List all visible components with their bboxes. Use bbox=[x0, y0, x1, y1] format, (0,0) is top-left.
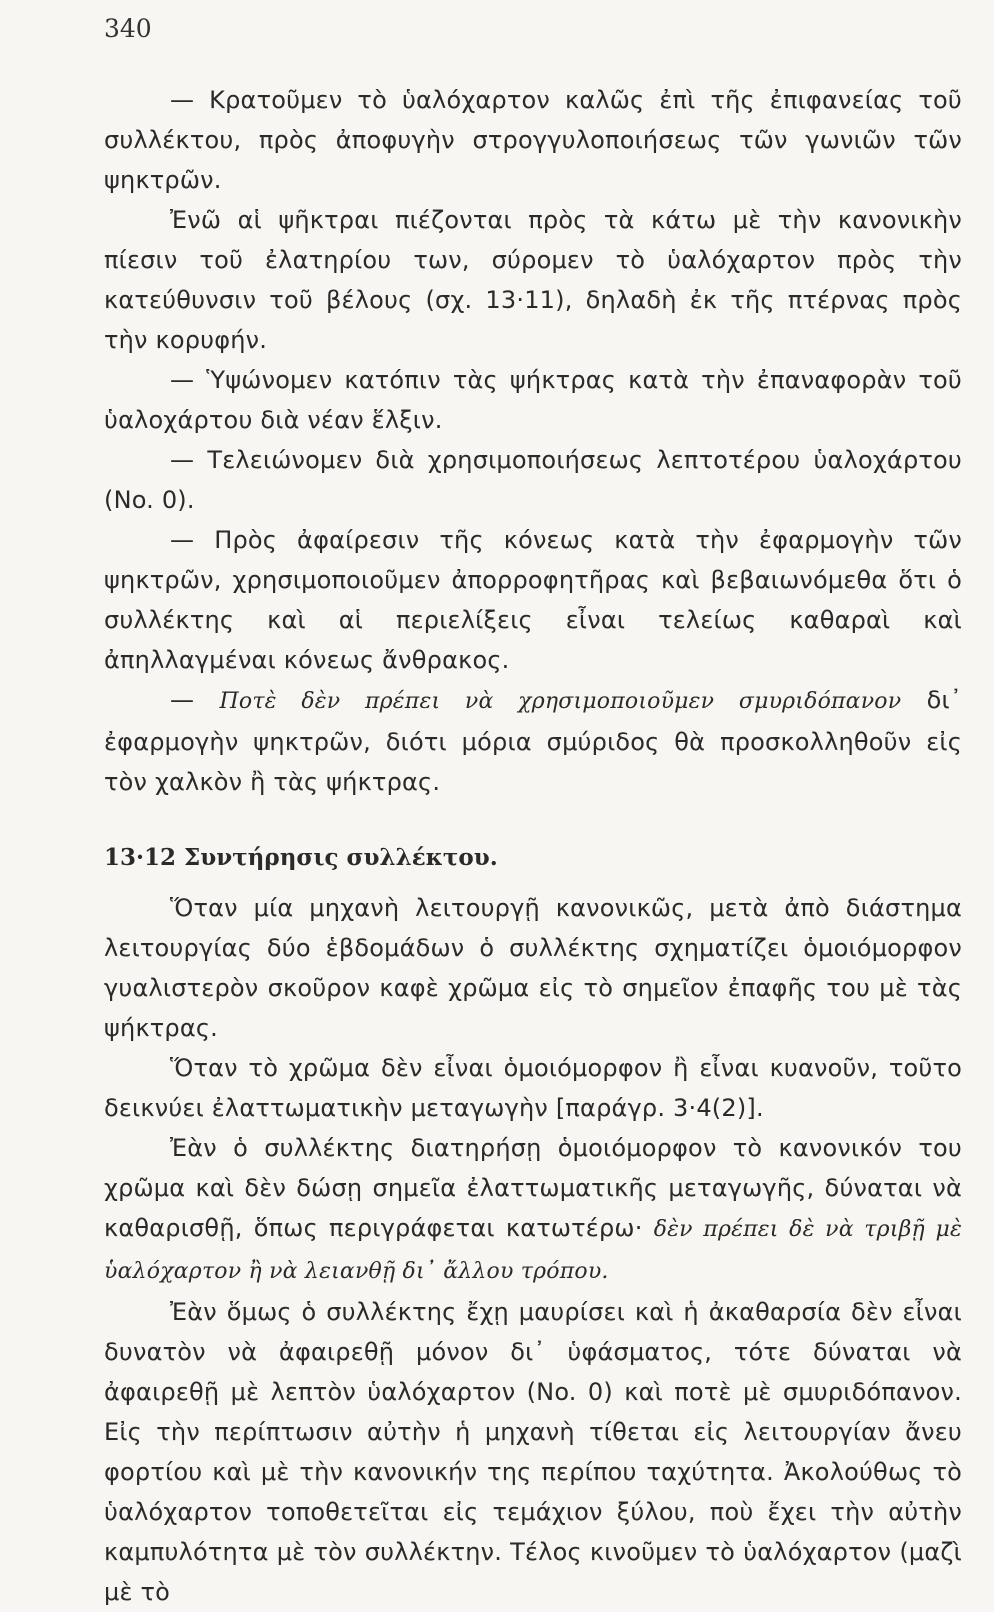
paragraph-warning bbox=[104, 680, 962, 802]
cleaning-text: Ἐὰν ὁ συλλέκτης διατηρήσῃ ὁμοιόμορφον τὸ κανονικόν του χρῶμα καὶ δὲν δώσῃ σημεῖα ἐλαττωματικῆς μεταγωγῆς, δύναται νὰ καθαρισθῇ, ὅπως περιγράφεται κατωτέρω· bbox=[104, 1134, 962, 1242]
paragraph-press-brushes: Ἐνῶ αἱ ψῆκτραι πιέζονται πρὸς τὰ κάτω μὲ τὴν κανονικὴν πίεσιν τοῦ ἐλατηρίου των, σύρομεν τὸ ὑαλόχαρτον πρὸς τὴν κατεύθυνσιν τοῦ βέλους (σχ. 13·11), δηλαδὴ ἐκ τῆς πτέρνας πρὸς τὴν κορυφήν. bbox=[104, 206, 962, 354]
page-number: 340 bbox=[104, 14, 152, 43]
paragraph-lift-brushes: — Ὑψώνομεν κατόπιν τὰς ψήκτρας κατὰ τὴν ἐπαναφορὰν τοῦ ὑαλοχάρτου διὰ νέαν ἕλξιν. bbox=[104, 366, 962, 434]
warning-rest: δι᾽ ἐφαρμογὴν ψηκτρῶν, διότι μόρια σμύριδος θὰ προσκολληθοῦν εἰς τὸν χαλκὸν ἢ τὰς ψήκτρας. bbox=[104, 686, 963, 796]
paragraph-finish-fine-paper: — Τελειώνομεν διὰ χρησιμοποιήσεως λεπτοτέρου ὑαλοχάρτου (No. 0). bbox=[104, 446, 962, 514]
paragraph-blackened: Ἐὰν ὅμως ὁ συλλέκτης ἔχῃ μαυρίσει καὶ ἡ ἀκαθαρσία δὲν εἶναι δυνατὸν νὰ ἀφαιρεθῇ μόνον δι᾽ ὑφάσματος, τότε δύναται νὰ ἀφαιρεθῇ μὲ λεπτὸν ὑαλόχαρτον (No. 0) καὶ ποτὲ μὲ σμυριδόπανον. Εἰς τὴν περίπτωσιν αὐτὴν ἡ μηχανὴ τίθεται εἰς λειτουργίαν ἄνευ φορτίου καὶ μὲ τὴν κανονικήν της περίπου ταχύτητα. Ἀκολούθως τὸ ὑαλόχαρτον τοποθετεῖται εἰς τεμάχιον ξύλου, ποὺ ἔχει τὴν αὐτὴν καμπυλότητα μὲ τὸν συλλέκτην. Τέλος κινοῦμεν τὸ ὑαλόχαρτον (μαζὶ μὲ τὸ bbox=[104, 1298, 962, 1606]
paragraph-bad-color: Ὅταν τὸ χρῶμα δὲν εἶναι ὁμοιόμορφον ἢ εἶναι κυανοῦν, τοῦτο δεικνύει ἐλαττωματικὴν μεταγωγὴν [παράγρ. 3·4(2)]. bbox=[104, 1054, 962, 1122]
paragraph-cleaning bbox=[104, 1128, 962, 1292]
section-heading: 13·12 Συντήρησις συλλέκτου. bbox=[104, 844, 498, 871]
paragraph-hold-sandpaper: — Κρατοῦμεν τὸ ὑαλόχαρτον καλῶς ἐπὶ τῆς ἐπιφανείας τοῦ συλλέκτου, πρὸς ἀποφυγὴν στρογγυλοποιήσεως τῶν γωνιῶν τῶν ψηκτρῶν. bbox=[104, 86, 962, 194]
text-block bbox=[104, 80, 962, 1612]
warning-lead: — bbox=[170, 686, 220, 714]
paragraph-dust-removal: — Πρὸς ἀφαίρεσιν τῆς κόνεως κατὰ τὴν ἐφαρμογὴν τῶν ψηκτρῶν, χρησιμοποιοῦμεν ἀπορροφητῆρας καὶ βεβαιωνόμεθα ὅτι ὁ συλλέκτης καὶ αἱ περιελίξεις εἶναι τελείως καθαραὶ καὶ ἀπηλλαγμέναι κόνεως ἄνθρακος. bbox=[104, 526, 962, 674]
paragraph-normal-color: Ὅταν μία μηχανὴ λειτουργῇ κανονικῶς, μετὰ ἀπὸ διάστημα λειτουργίας δύο ἑβδομάδων ὁ συλλέκτης σχηματίζει ὁμοιόμορφον γυαλιστερὸν σκοῦρον καφὲ χρῶμα εἰς τὸ σημεῖον ἐπαφῆς του μὲ τὰς ψήκτρας. bbox=[104, 894, 962, 1042]
cleaning-italic: δὲν πρέπει δὲ νὰ τριβῇ μὲ ὑαλόχαρτον ἢ νὰ λειανθῇ δι᾽ ἄλλου τρόπου. bbox=[104, 1217, 962, 1284]
warning-italic: Ποτὲ δὲν πρέπει νὰ χρησιμοποιοῦμεν σμυριδόπανον bbox=[219, 689, 902, 714]
